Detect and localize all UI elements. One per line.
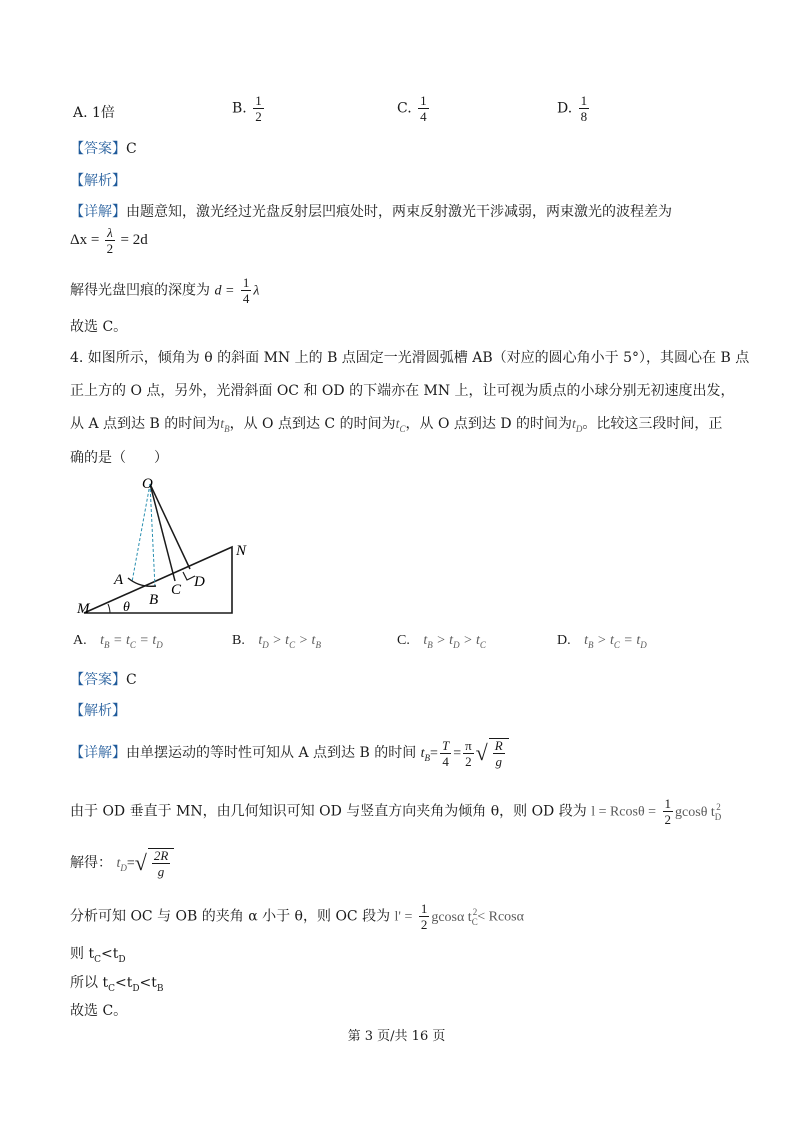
- label-c: C: [171, 582, 182, 598]
- q4-analysis-tag: 【解析】: [70, 703, 126, 719]
- fraction: $\frac{T}{4}$: [441, 737, 450, 769]
- sqrt-sign: √: [134, 850, 147, 875]
- q4-detail-p3: 解得： $t_D=√$ $\frac{2R}{g}$: [70, 848, 174, 878]
- q4-option-d: [557, 633, 647, 650]
- eq-part: gcosα $t_C^2$: [431, 906, 478, 927]
- q3-option-c: [397, 94, 431, 123]
- label-m: M: [77, 601, 90, 617]
- fraction: $\frac{1}{2}$: [664, 796, 672, 827]
- fraction: $\frac{1}{8}$: [580, 93, 588, 124]
- detail-text: 由题意知，激光经过光盘反射层凹痕处时，两束反射激光干涉减弱，两束激光的波程差为: [126, 204, 672, 220]
- option-expr: $t_B > t_C = t_D$: [584, 633, 647, 650]
- option-expr: $t_B > t_D > t_C$: [423, 633, 486, 650]
- page-footer: 第 3 页/共 16 页: [347, 1029, 446, 1044]
- t-c: $t_C$: [395, 417, 406, 434]
- detail-text: 分析可知 OC 与 OB 的夹角 α 小于 θ，则 OC 段为: [70, 908, 391, 925]
- fraction: $\frac{\lambda}{2}$: [106, 225, 114, 256]
- eq-rhs: = 2d: [120, 231, 148, 248]
- q4-option-a: [73, 633, 163, 650]
- q3-option-a: A. 1倍: [73, 105, 115, 121]
- q3-analysis-tag: 【解析】: [70, 173, 126, 189]
- option-label: A.: [73, 633, 87, 648]
- detail-text: 解得：: [70, 855, 112, 871]
- option-expr: $t_B = t_C = t_D$: [100, 633, 163, 650]
- solve-text: 解得光盘凹痕的深度为: [70, 282, 210, 299]
- q3-answer: [70, 138, 137, 158]
- q4-detail-p2: [70, 797, 721, 826]
- label-a: A: [114, 572, 124, 588]
- solve-rhs: λ: [253, 283, 260, 299]
- answer-tag: 【答案】: [70, 672, 126, 688]
- q4-stem-line2: 正上方的 O 点，另外，光滑斜面 OC 和 OD 的下端亦在 MN 上，让可视为质点的小球分别无初速度出发，: [70, 383, 735, 399]
- detail-tag: 【详解】: [70, 745, 126, 761]
- option-expr: $t_D > t_C > t_B$: [258, 633, 321, 650]
- answer-value: C: [126, 672, 137, 688]
- q4-option-b: [232, 633, 321, 650]
- q4-detail-p4: [70, 902, 524, 931]
- q4-detail-p5: 则 $t_C<t_D$: [70, 946, 126, 965]
- q4-detail-p6: 所以 $t_C<t_D<t_B$: [70, 975, 164, 994]
- solve-lhs: d =: [214, 283, 235, 299]
- eq-part: gcosθ $t_D^2$: [675, 801, 722, 822]
- q4-stem-line4: 确的是（ ）: [70, 450, 168, 466]
- q3-conclusion: 故选 C。: [70, 319, 128, 335]
- t-d: $t_D$: [572, 417, 583, 434]
- label-theta: θ: [123, 600, 130, 615]
- option-label: D.: [557, 633, 571, 648]
- fraction: $\frac{1}{4}$: [420, 93, 427, 124]
- t-b: $t_B$: [220, 417, 230, 434]
- q4-detail-p1: 【详解】由单摆运动的等时性可知从 A 点到达 B 的时间 $t_B=$ $\frac{T}{4}$ = $\frac{\pi}{2}$ √ $\frac{R}{g}$: [70, 738, 509, 768]
- label-o: O: [142, 476, 153, 492]
- detail-text: 由单摆运动的等时性可知从 A 点到达 B 的时间: [126, 745, 417, 761]
- q3-option-d: [557, 94, 591, 123]
- fraction: $\frac{1}{4}$: [242, 275, 250, 306]
- q4-stem-line1: 4. 如图所示，倾角为 θ 的斜面 MN 上的 B 点固定一光滑圆弧槽 AB（对应的圆心角小于 5°），其圆心在 B 点: [70, 350, 750, 366]
- answer-tag: 【答案】: [70, 141, 126, 157]
- incline-figure: [70, 470, 270, 620]
- radius-oa: [132, 484, 150, 582]
- option-label: C.: [397, 100, 412, 117]
- option-label: D.: [557, 100, 573, 117]
- label-n: N: [236, 543, 247, 559]
- label-d: D: [194, 574, 205, 590]
- q3-solve: [70, 276, 259, 305]
- answer-value: C: [126, 141, 137, 157]
- q3-option-b: [232, 94, 266, 123]
- fraction: $\frac{\pi}{2}$: [465, 737, 472, 769]
- q3-equation: [70, 226, 148, 255]
- option-label: B.: [232, 100, 247, 117]
- detail-tag: 【详解】: [70, 204, 126, 220]
- q3-detail: [70, 201, 672, 221]
- label-b: B: [149, 592, 159, 608]
- eq-part: l' =: [394, 909, 413, 925]
- fraction: $\frac{1}{2}$: [255, 93, 262, 124]
- option-label: B.: [232, 633, 245, 648]
- sqrt-body: $\frac{R}{g}$: [489, 738, 509, 768]
- sqrt-sign: √: [475, 740, 488, 765]
- q4-conclusion: 故选 C。: [70, 1003, 128, 1019]
- q4-answer: [70, 669, 137, 689]
- eq-part: l = Rcosθ =: [591, 804, 657, 820]
- eq-part: < Rcosα: [477, 909, 524, 925]
- t-b-eq: $t_B$: [420, 746, 431, 763]
- stem-text: ，从 O 点到达 C 的时间为: [229, 416, 396, 432]
- q4-option-c: [397, 633, 486, 650]
- fraction: $\frac{1}{2}$: [420, 901, 428, 932]
- eq-lhs: Δx =: [70, 231, 100, 248]
- option-label: C.: [397, 633, 410, 648]
- sqrt-body: $\frac{2R}{g}$: [148, 848, 174, 878]
- q4-stem-line3: [70, 413, 722, 434]
- theta-arc: [108, 604, 110, 613]
- stem-text: ，从 O 点到达 D 的时间为: [405, 416, 573, 432]
- stem-text: 。比较这三段时间，正: [582, 416, 723, 432]
- line-od: [150, 484, 190, 569]
- t-d-eq: $t_D$: [116, 856, 127, 873]
- detail-text: 由于 OD 垂直于 MN，由几何知识可知 OD 与竖直方向夹角为倾角 θ，则 OD 段为: [70, 803, 587, 820]
- stem-text: 从 A 点到达 B 的时间为: [70, 416, 221, 432]
